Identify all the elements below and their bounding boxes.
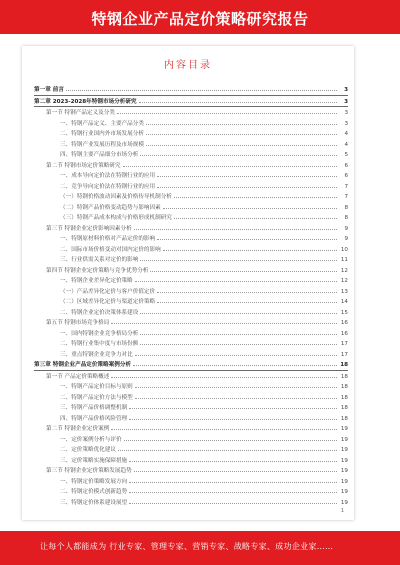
toc-entry-page: 5 bbox=[344, 152, 348, 158]
toc-entry[interactable] bbox=[34, 371, 348, 382]
toc-entry-title: （二）区域差异化定价与渠道定价策略 bbox=[60, 299, 156, 305]
dot-leader bbox=[118, 444, 337, 451]
toc-entry[interactable] bbox=[34, 265, 348, 276]
dot-leader bbox=[134, 223, 337, 230]
toc-heading: 内容目录 bbox=[164, 60, 212, 71]
dot-leader bbox=[135, 381, 337, 388]
toc-entry-title: 四、特钢主要产品细分市场分析 bbox=[60, 152, 139, 158]
dot-leader bbox=[123, 160, 338, 167]
toc-entry-page: 9 bbox=[344, 236, 348, 242]
toc-entry-page: 3 bbox=[344, 120, 348, 127]
dot-leader bbox=[174, 191, 337, 198]
dot-leader bbox=[135, 392, 337, 399]
toc-entry-page: 7 bbox=[344, 183, 348, 190]
toc-entry-title: 三、重点特钢企业竞争力对比 bbox=[60, 351, 133, 358]
report-title: 特钢企业产品定价策略研究报告 bbox=[91, 10, 309, 28]
toc-entry[interactable] bbox=[34, 328, 348, 339]
dot-leader bbox=[129, 413, 337, 420]
dot-leader bbox=[174, 212, 337, 219]
toc-entry[interactable] bbox=[34, 181, 348, 192]
toc-entry-page: 11 bbox=[340, 257, 348, 263]
toc-entry-page: 19 bbox=[340, 478, 348, 485]
toc-entry[interactable] bbox=[34, 296, 348, 307]
toc-entry-title: 二、国际市场价格变动对国内定价的影响 bbox=[60, 246, 161, 253]
toc-entry-title: 一、特钢企业差异化定价策略 bbox=[60, 278, 133, 284]
toc-entry[interactable] bbox=[34, 254, 348, 265]
toc-entry-title: 第四节 特钢企业定价策略与竞争优势分析 bbox=[46, 267, 149, 274]
toc-entry-title: 二、特钢行业集中度与市场份额 bbox=[60, 341, 139, 347]
toc-entry-title: 三、特钢定价体系建设展望 bbox=[60, 499, 128, 506]
toc-entry-page: 6 bbox=[344, 173, 348, 179]
toc-entry-title: 二、特钢企业定价决策体系建设 bbox=[60, 309, 139, 316]
toc-entry-page: 4 bbox=[344, 141, 348, 148]
toc-entry-title: （三）特钢产品成本构成与价格形成机制研究 bbox=[60, 215, 172, 221]
toc-entry[interactable] bbox=[34, 338, 348, 349]
toc-entry-page: 4 bbox=[344, 131, 348, 137]
toc-entry-page: 10 bbox=[340, 246, 348, 253]
toc-entry-title: 一、特钢产品定义、主要产品分类 bbox=[60, 120, 144, 127]
dot-leader bbox=[140, 149, 337, 156]
dot-leader bbox=[66, 84, 337, 91]
toc-entry[interactable] bbox=[34, 381, 348, 392]
toc-entry-page: 16 bbox=[340, 330, 348, 337]
toc-entry-title: （一）特钢价格波动因素及价格传导机制分析 bbox=[60, 194, 172, 200]
toc-entry-title: 二、定价策略优化建议 bbox=[60, 447, 116, 453]
toc-entry[interactable] bbox=[34, 434, 348, 445]
dot-leader bbox=[129, 402, 337, 409]
dot-leader bbox=[140, 338, 337, 345]
dot-leader bbox=[140, 254, 337, 261]
dot-leader bbox=[111, 317, 337, 324]
toc-entry-title: 三、特钢产品价格调整机制 bbox=[60, 405, 128, 411]
dot-leader bbox=[150, 265, 337, 272]
toc-entry-page: 13 bbox=[340, 288, 348, 295]
toc-entry-title: 一、特钢产品定价目标与原则 bbox=[60, 384, 133, 390]
toc-entry-title: 第三节 特钢企业定价策略发展趋势 bbox=[46, 468, 132, 474]
dot-leader bbox=[157, 296, 337, 303]
toc-entry-title: 第三章 特钢企业产品定价策略案例分析 bbox=[34, 362, 132, 368]
toc-entry-page: 19 bbox=[340, 499, 348, 506]
toc-entry-page: 12 bbox=[340, 278, 348, 284]
dot-leader bbox=[117, 107, 337, 114]
toc-entry-title: 一、特钢原材料价格对产品定价的影响 bbox=[60, 236, 156, 242]
toc-entry-page: 19 bbox=[340, 489, 348, 495]
toc-entry-page: 18 bbox=[340, 362, 348, 368]
toc-entry[interactable] bbox=[34, 160, 348, 171]
footer-tagline: 让每个人都能成为 行业专家、管理专家、营销专家、战略专家、成功企业家…… bbox=[40, 542, 334, 551]
toc-entry[interactable] bbox=[34, 317, 348, 328]
toc-entry-title: 第一节 特钢产品定义及分类 bbox=[46, 110, 115, 116]
dot-leader bbox=[146, 118, 337, 125]
toc-entry-page: 19 bbox=[340, 457, 348, 464]
dot-leader bbox=[163, 202, 337, 209]
page-number: 1 bbox=[340, 508, 344, 514]
toc-entry[interactable] bbox=[34, 307, 348, 318]
dot-leader bbox=[124, 434, 337, 441]
toc-entry-title: 二、特钢产品定价方法与模型 bbox=[60, 394, 133, 401]
toc-entry-page: 18 bbox=[340, 405, 348, 411]
toc-entry[interactable] bbox=[34, 413, 348, 424]
dot-leader bbox=[163, 244, 337, 251]
toc-chapter-entry[interactable] bbox=[34, 96, 348, 107]
toc-entry[interactable] bbox=[34, 349, 348, 360]
dot-leader bbox=[129, 455, 337, 462]
dot-leader bbox=[157, 286, 337, 293]
toc-entry-title: 第二章 2023-2028年特钢市场分析研究 bbox=[34, 98, 137, 105]
toc-entry-title: 第一节 产品定价策略概述 bbox=[46, 373, 110, 380]
toc-entry-title: 第二节 特钢市场定价策略研究 bbox=[46, 162, 121, 169]
dot-leader bbox=[129, 497, 337, 504]
toc-entry-page: 3 bbox=[344, 98, 348, 105]
toc-entry-page: 15 bbox=[340, 309, 348, 316]
toc-entry-title: 三、特钢产业发展历程及市场规模 bbox=[60, 141, 144, 148]
toc-entry-page: 19 bbox=[340, 447, 348, 453]
toc-entry-title: （二）特钢产品价格变动趋势与影响因素 bbox=[60, 204, 161, 211]
toc-entry[interactable] bbox=[34, 497, 348, 508]
toc-entry[interactable] bbox=[34, 402, 348, 413]
dot-leader bbox=[157, 170, 337, 177]
toc-entry-page: 16 bbox=[340, 320, 348, 326]
toc-entry[interactable] bbox=[34, 212, 348, 223]
dot-leader bbox=[129, 476, 337, 483]
dot-leader bbox=[157, 181, 337, 188]
toc-entry-page: 3 bbox=[344, 87, 348, 93]
dot-leader bbox=[111, 423, 337, 430]
toc-entry-title: 第五节 特钢市场竞争格局 bbox=[46, 320, 110, 326]
toc-entry-title: 四、特钢产品价格风险管理 bbox=[60, 415, 128, 422]
toc-entry-page: 6 bbox=[344, 162, 348, 169]
toc-entry-page: 19 bbox=[340, 426, 348, 432]
toc-entry[interactable] bbox=[34, 392, 348, 403]
toc-entry-page: 8 bbox=[344, 204, 348, 211]
toc-entry[interactable] bbox=[34, 476, 348, 487]
toc-entry-page: 17 bbox=[340, 351, 348, 358]
toc-entry-title: 一、定价案例分析与评价 bbox=[60, 436, 122, 443]
toc-entry-title: 第一章 前言 bbox=[34, 87, 64, 93]
toc-chapter-entry[interactable] bbox=[34, 84, 348, 95]
dot-leader bbox=[146, 139, 337, 146]
toc-entry-title: 一、国内特钢企业竞争格局分析 bbox=[60, 330, 139, 337]
dot-leader bbox=[140, 328, 337, 335]
toc-entry[interactable] bbox=[34, 423, 348, 434]
toc-entry-title: 三、行业供需关系对定价的影响 bbox=[60, 257, 139, 263]
toc-entry-title: 二、竞争导向定价法在特钢行业的应用 bbox=[60, 183, 156, 190]
document-page bbox=[22, 46, 354, 520]
toc-entry-title: 三、定价策略实施保障措施 bbox=[60, 457, 128, 464]
toc-entry[interactable] bbox=[34, 118, 348, 129]
toc-entry[interactable] bbox=[34, 223, 348, 234]
toc-entry-title: 一、特钢定价策略发展方向 bbox=[60, 478, 128, 485]
dot-leader bbox=[134, 465, 337, 472]
dot-leader bbox=[140, 307, 337, 314]
toc-entry[interactable] bbox=[34, 455, 348, 466]
dot-leader bbox=[139, 96, 337, 103]
toc-entry-title: 第三节 特钢企业定价影响因素分析 bbox=[46, 225, 132, 232]
toc-entry[interactable] bbox=[34, 128, 348, 139]
toc-entry[interactable] bbox=[34, 191, 348, 202]
toc-entry[interactable] bbox=[34, 149, 348, 160]
dot-leader bbox=[111, 371, 337, 378]
toc-entry-page: 18 bbox=[340, 384, 348, 390]
dot-leader bbox=[135, 349, 337, 356]
toc-entry[interactable] bbox=[34, 444, 348, 455]
toc-entry-page: 14 bbox=[340, 299, 348, 305]
toc-entry[interactable] bbox=[34, 275, 348, 286]
toc-entry-page: 19 bbox=[340, 468, 348, 474]
toc-entry-page: 7 bbox=[344, 194, 348, 200]
toc-entry[interactable] bbox=[34, 465, 348, 476]
toc-entry[interactable] bbox=[34, 139, 348, 150]
toc-entry-title: 一、成本导向定价法在特钢行业的应用 bbox=[60, 173, 156, 179]
toc-entry-page: 18 bbox=[340, 394, 348, 401]
toc-entry-page: 12 bbox=[340, 267, 348, 274]
toc-entry-page: 17 bbox=[340, 341, 348, 347]
toc-entry-title: （一）产品差异化定价与客户价值定价 bbox=[60, 288, 156, 295]
toc-chapter-entry[interactable] bbox=[34, 359, 348, 370]
toc-entry-page: 8 bbox=[344, 215, 348, 221]
dot-leader bbox=[157, 233, 337, 240]
toc-entry[interactable] bbox=[34, 486, 348, 497]
toc-entry-title: 二、特钢定价模式创新趋势 bbox=[60, 489, 128, 495]
toc-entry-page: 18 bbox=[340, 415, 348, 422]
table-of-contents bbox=[34, 84, 348, 507]
toc-entry-title: 第二节 特钢企业定价案例 bbox=[46, 426, 110, 432]
toc-entry[interactable] bbox=[34, 286, 348, 297]
dot-leader bbox=[135, 275, 337, 282]
toc-entry[interactable] bbox=[34, 233, 348, 244]
dot-leader bbox=[146, 128, 337, 135]
toc-entry-title: 二、特钢行业国内外市场发展分析 bbox=[60, 131, 144, 137]
dot-leader bbox=[129, 486, 337, 493]
dot-leader bbox=[133, 359, 337, 366]
toc-entry-page: 9 bbox=[344, 225, 348, 232]
toc-entry[interactable] bbox=[34, 107, 348, 118]
toc-entry-page: 3 bbox=[344, 110, 348, 116]
toc-entry[interactable] bbox=[34, 244, 348, 255]
toc-entry[interactable] bbox=[34, 202, 348, 213]
toc-entry[interactable] bbox=[34, 170, 348, 181]
toc-entry-page: 19 bbox=[340, 436, 348, 443]
toc-entry-page: 18 bbox=[340, 373, 348, 380]
